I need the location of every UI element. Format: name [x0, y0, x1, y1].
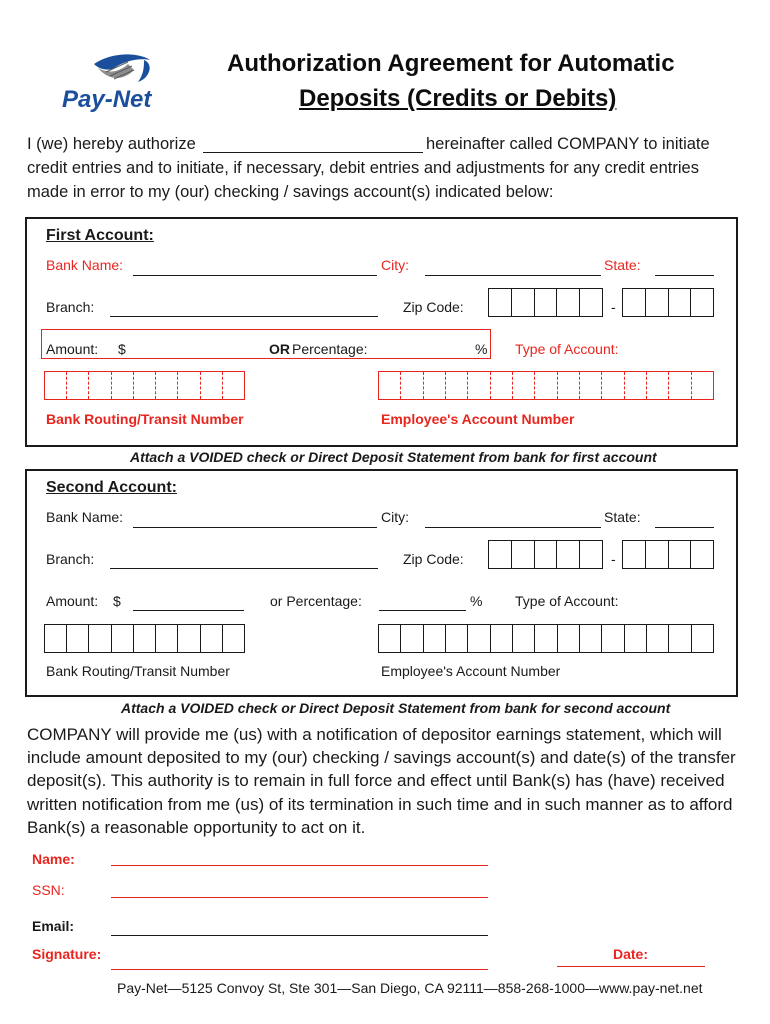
- email-field[interactable]: [111, 935, 488, 936]
- first-amount-label: Amount:: [46, 341, 99, 357]
- second-zip-label: Zip Code:: [403, 551, 464, 567]
- intro-text-line-3: made in error to my (our) checking / savings account(s) indicated below:: [27, 183, 554, 201]
- first-amount-field[interactable]: [130, 333, 260, 355]
- second-bank-name-label: Bank Name:: [46, 509, 124, 525]
- page-title-line-2: Deposits (Credits or Debits): [299, 85, 617, 112]
- first-type-of-account-label: Type of Account:: [515, 341, 619, 357]
- first-or-word: OR: [269, 341, 290, 357]
- first-zip-code-boxes[interactable]: [488, 288, 603, 317]
- body-text-line-2: include amount deposited to my (our) checking / savings account(s) and date(s) of the transfer: [27, 748, 736, 767]
- first-bank-name-field[interactable]: [133, 275, 377, 276]
- second-routing-number-boxes[interactable]: [44, 624, 245, 653]
- first-zip-dash: -: [611, 299, 616, 315]
- signature-label: Signature:: [32, 946, 102, 962]
- first-currency-symbol: $: [118, 341, 126, 357]
- second-bank-name-field[interactable]: [133, 527, 377, 528]
- first-zip-label: Zip Code:: [403, 299, 464, 315]
- first-city-field[interactable]: [425, 275, 601, 276]
- intro-text-part-2: hereinafter called COMPANY to initiate: [426, 135, 710, 153]
- second-percentage-label: or Percentage:: [270, 593, 362, 609]
- second-city-label: City:: [381, 509, 409, 525]
- second-percent-sign: %: [470, 593, 483, 609]
- first-zip-extension-boxes[interactable]: [622, 288, 714, 317]
- ssn-label: SSN:: [32, 882, 65, 898]
- first-percentage-field[interactable]: [370, 333, 470, 355]
- first-state-label: State:: [604, 257, 641, 273]
- second-amount-label: Amount:: [46, 593, 99, 609]
- name-label: Name:: [32, 851, 75, 867]
- first-bank-name-label: Bank Name:: [46, 257, 124, 273]
- first-percent-sign: %: [475, 341, 488, 357]
- first-state-field[interactable]: [655, 275, 714, 276]
- first-account-number-boxes[interactable]: [378, 371, 714, 400]
- second-percentage-field[interactable]: [379, 610, 466, 611]
- second-zip-extension-boxes[interactable]: [622, 540, 714, 569]
- intro-text-line-2: credit entries and to initiate, if necessary, debit entries and adjustments for any credit entries: [27, 159, 699, 177]
- date-field[interactable]: [557, 966, 705, 967]
- second-account-number-boxes[interactable]: [378, 624, 714, 653]
- body-text-line-5: Bank(s) a reasonable opportunity to act on it.: [27, 818, 366, 837]
- pay-net-logo: [54, 50, 174, 114]
- logo-text: Pay-Net: [62, 86, 152, 113]
- intro-text-part-1: I (we) hereby authorize: [27, 135, 196, 153]
- second-zip-code-boxes[interactable]: [488, 540, 603, 569]
- first-account-attach-note: Attach a VOIDED check or Direct Deposit Statement from bank for first account: [130, 449, 657, 465]
- second-routing-number-label: Bank Routing/Transit Number: [46, 663, 230, 679]
- second-account-heading: Second Account:: [46, 479, 177, 496]
- email-label: Email:: [32, 918, 75, 934]
- company-name-field[interactable]: [203, 152, 423, 153]
- second-state-label: State:: [604, 509, 641, 525]
- first-branch-field[interactable]: [110, 316, 378, 317]
- second-branch-field[interactable]: [110, 568, 378, 569]
- body-text-line-1: COMPANY will provide me (us) with a notification of depositor earnings statement, which will: [27, 725, 722, 744]
- second-currency-symbol: $: [113, 593, 121, 609]
- second-account-attach-note: Attach a VOIDED check or Direct Deposit Statement from bank for second account: [121, 700, 671, 716]
- second-zip-dash: -: [611, 551, 616, 567]
- body-text-line-3: deposit(s). This authority is to remain in full force and effect until Bank(s) has (have) received: [27, 771, 725, 790]
- second-type-of-account-field[interactable]: [625, 585, 714, 607]
- date-label: Date:: [613, 946, 649, 962]
- ssn-field[interactable]: [111, 897, 488, 898]
- name-field[interactable]: [111, 865, 488, 866]
- first-routing-number-label: Bank Routing/Transit Number: [46, 411, 244, 427]
- first-account-number-label: Employee's Account Number: [381, 411, 575, 427]
- second-branch-label: Branch:: [46, 551, 95, 567]
- second-account-number-label: Employee's Account Number: [381, 663, 561, 679]
- signature-field[interactable]: [111, 969, 488, 970]
- first-city-label: City:: [381, 257, 409, 273]
- second-type-of-account-label: Type of Account:: [515, 593, 619, 609]
- second-amount-field[interactable]: [133, 610, 244, 611]
- first-account-heading: First Account:: [46, 227, 154, 244]
- first-routing-number-boxes[interactable]: [44, 371, 245, 400]
- second-city-field[interactable]: [425, 527, 601, 528]
- footer-address: Pay-Net—5125 Convoy St, Ste 301—San Diego, CA 92111—858-268-1000—www.pay-net.net: [117, 980, 703, 996]
- first-branch-label: Branch:: [46, 299, 95, 315]
- body-text-line-4: written notification from me (us) of its termination in such time and in such manner as to afford: [27, 795, 733, 814]
- first-type-of-account-field[interactable]: [625, 333, 714, 355]
- page-title-line-1: Authorization Agreement for Automatic: [227, 50, 675, 77]
- first-percentage-label: Percentage:: [292, 341, 368, 357]
- second-state-field[interactable]: [655, 527, 714, 528]
